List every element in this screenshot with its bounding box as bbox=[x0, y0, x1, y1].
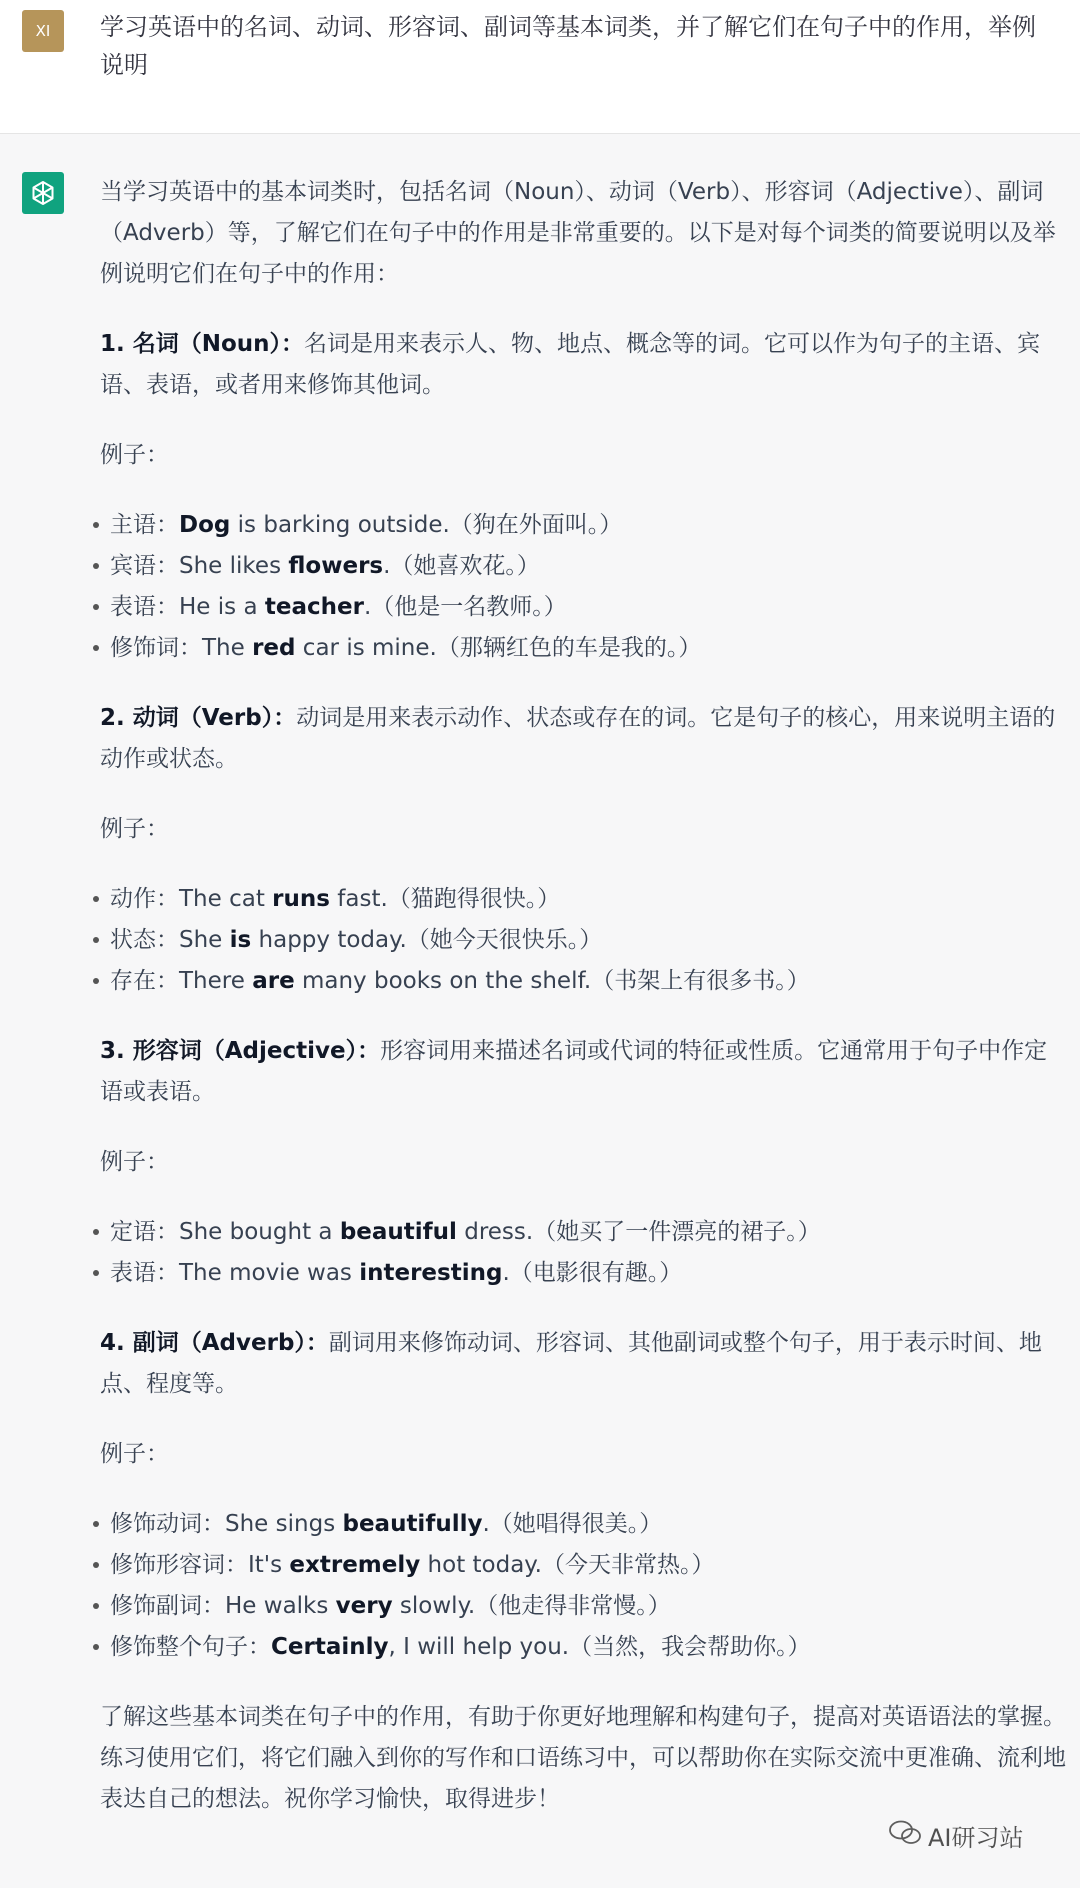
item-suffix: .（她唱得很美。） bbox=[482, 1511, 663, 1537]
example-list bbox=[100, 505, 1066, 669]
list-item bbox=[110, 920, 1066, 961]
item-suffix: car is mine.（那辆红色的车是我的。） bbox=[295, 635, 702, 661]
section-adverb bbox=[100, 1323, 1066, 1405]
list-item bbox=[110, 505, 1066, 546]
chatgpt-logo-icon bbox=[22, 172, 64, 214]
item-suffix: .（电影很有趣。） bbox=[502, 1260, 683, 1286]
watermark-text: AI研习站 bbox=[928, 1824, 1024, 1852]
list-item bbox=[110, 1504, 1066, 1545]
item-prefix: 存在：There bbox=[110, 968, 253, 994]
list-item bbox=[110, 628, 1066, 669]
item-keyword: extremely bbox=[289, 1552, 421, 1578]
section-description: 名词是用来表示人、物、地点、概念等的词。它可以作为句子的主语、宾语、表语，或者用来修饰其他词。 bbox=[100, 331, 1041, 398]
item-prefix: 表语：The movie was bbox=[110, 1260, 360, 1286]
item-suffix: .（她喜欢花。） bbox=[383, 553, 540, 579]
item-suffix: .（他是一名教师。） bbox=[363, 594, 567, 620]
list-item bbox=[110, 961, 1066, 1002]
item-prefix: 状态：She bbox=[110, 927, 230, 953]
assistant-message bbox=[100, 172, 1066, 1849]
section-description: 动词是用来表示动作、状态或存在的词。它是句子的核心，用来说明主语的动作或状态。 bbox=[100, 705, 1056, 772]
example-list bbox=[100, 1504, 1066, 1668]
list-item bbox=[110, 879, 1066, 920]
item-keyword: beautiful bbox=[339, 1219, 457, 1245]
user-message-row bbox=[0, 0, 1080, 134]
list-item bbox=[110, 1253, 1066, 1294]
list-item bbox=[110, 1212, 1066, 1253]
item-keyword: red bbox=[252, 635, 296, 661]
item-prefix: 主语： bbox=[110, 512, 179, 538]
item-suffix: is barking outside.（狗在外面叫。） bbox=[230, 512, 623, 538]
list-item bbox=[110, 1545, 1066, 1586]
item-keyword: Certainly bbox=[271, 1634, 389, 1660]
item-suffix: slowly.（他走得非常慢。） bbox=[392, 1593, 671, 1619]
section-description: 形容词用来描述名词或代词的特征或性质。它通常用于句子中作定语或表语。 bbox=[100, 1038, 1048, 1105]
section-adjective bbox=[100, 1031, 1066, 1113]
example-list bbox=[100, 879, 1066, 1002]
section-noun bbox=[100, 324, 1066, 406]
examples-label: 例子： bbox=[100, 1149, 169, 1175]
item-prefix: 修饰整个句子： bbox=[110, 1634, 271, 1660]
section-heading: 4. 副词（Adverb）： bbox=[100, 1330, 329, 1356]
item-keyword: beautifully bbox=[342, 1511, 483, 1537]
item-prefix: 表语：He is a bbox=[110, 594, 265, 620]
examples-label: 例子： bbox=[100, 816, 169, 842]
item-suffix: fast.（猫跑得很快。） bbox=[329, 886, 561, 912]
item-keyword: very bbox=[335, 1593, 393, 1619]
list-item bbox=[110, 587, 1066, 628]
section-heading: 1. 名词（Noun）： bbox=[100, 331, 305, 357]
wechat-icon bbox=[888, 1819, 922, 1853]
item-suffix: many books on the shelf.（书架上有很多书。） bbox=[294, 968, 810, 994]
section-heading: 3. 形容词（Adjective）： bbox=[100, 1038, 381, 1064]
item-suffix: hot today.（今天非常热。） bbox=[420, 1552, 715, 1578]
list-item bbox=[110, 1586, 1066, 1627]
item-prefix: 修饰副词：He walks bbox=[110, 1593, 336, 1619]
item-prefix: 修饰形容词：It's bbox=[110, 1552, 290, 1578]
section-verb bbox=[100, 698, 1066, 780]
item-keyword: interesting bbox=[359, 1260, 503, 1286]
item-keyword: teacher bbox=[264, 594, 364, 620]
item-keyword: are bbox=[252, 968, 295, 994]
item-keyword: runs bbox=[272, 886, 330, 912]
assistant-intro: 当学习英语中的基本词类时，包括名词（Noun）、动词（Verb）、形容词（Adjective）、副词（Adverb）等，了解它们在句子中的作用是非常重要的。以下是对每个词类的简要说明以及举例说明它们在句子中的作用： bbox=[100, 179, 1056, 287]
user-message-text: 学习英语中的名词、动词、形容词、副词等基本词类，并了解它们在句子中的作用，举例说明 bbox=[100, 13, 1036, 79]
item-prefix: 动作：The cat bbox=[110, 886, 273, 912]
assistant-conclusion: 了解这些基本词类在句子中的作用，有助于你更好地理解和构建句子，提高对英语语法的掌握。练习使用它们，将它们融入到你的写作和口语练习中，可以帮助你在实际交流中更准确、流利地表达自己的想法。祝你学习愉快，取得进步！ bbox=[100, 1704, 1066, 1812]
item-prefix: 修饰词：The bbox=[110, 635, 253, 661]
user-avatar: XI bbox=[22, 10, 64, 52]
item-suffix: dress.（她买了一件漂亮的裙子。） bbox=[456, 1219, 821, 1245]
examples-label: 例子： bbox=[100, 442, 169, 468]
item-prefix: 宾语：She likes bbox=[110, 553, 289, 579]
item-suffix: , I will help you.（当然，我会帮助你。） bbox=[388, 1634, 811, 1660]
list-item bbox=[110, 1627, 1066, 1668]
item-prefix: 定语：She bought a bbox=[110, 1219, 340, 1245]
section-heading: 2. 动词（Verb）： bbox=[100, 705, 297, 731]
examples-label: 例子： bbox=[100, 1441, 169, 1467]
watermark bbox=[888, 1818, 1024, 1853]
item-suffix: happy today.（她今天很快乐。） bbox=[251, 927, 603, 953]
item-keyword: flowers bbox=[288, 553, 384, 579]
item-keyword: Dog bbox=[179, 512, 231, 538]
item-keyword: is bbox=[229, 927, 252, 953]
item-prefix: 修饰动词：She sings bbox=[110, 1511, 343, 1537]
section-description: 副词用来修饰动词、形容词、其他副词或整个句子，用于表示时间、地点、程度等。 bbox=[100, 1330, 1042, 1397]
list-item bbox=[110, 546, 1066, 587]
example-list bbox=[100, 1212, 1066, 1294]
